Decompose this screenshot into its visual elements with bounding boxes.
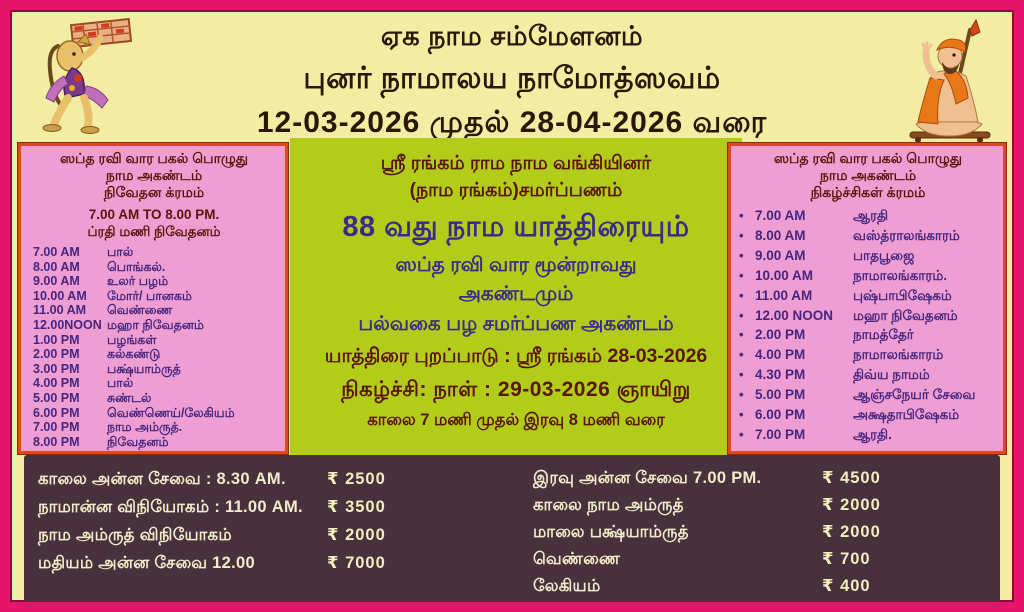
schedule-row	[29, 303, 279, 318]
price-column-right	[507, 465, 992, 596]
price-row	[533, 546, 992, 573]
schedule-time: 7.00 PM	[755, 426, 806, 442]
schedule-item: சுண்டல்	[107, 390, 152, 405]
schedule-item: திவ்ய நாமம்	[853, 367, 930, 383]
schedule-row	[29, 333, 279, 348]
price-row	[38, 493, 497, 521]
schedule-row	[739, 385, 997, 405]
bullet-icon: •	[739, 387, 744, 403]
schedule-item: நாமாலங்காரம்	[853, 347, 944, 363]
schedule-row	[739, 266, 997, 286]
seva-price: ₹ 2000	[822, 523, 881, 541]
schedule-time: 4.00 PM	[33, 376, 80, 391]
price-column-left	[38, 465, 507, 596]
schedule-time: 8.00 PM	[33, 434, 80, 449]
center-line-1: ஸ்ரீ ரங்கம் ராம நாம வங்கியினர்	[380, 153, 652, 174]
right-panel-heading-2: நாம அகண்டம்	[819, 167, 917, 183]
seva-price: ₹ 2000	[327, 526, 386, 544]
schedule-time: 4.00 PM	[755, 347, 806, 363]
schedule-row	[29, 245, 279, 260]
seva-label: மதியம் அன்ன சேவை 12.00	[38, 554, 255, 572]
price-row	[533, 519, 992, 546]
schedule-row	[29, 406, 279, 421]
schedule-row	[739, 425, 997, 445]
seva-label: வெண்ணை	[533, 550, 621, 568]
seva-label: காலை நாம அம்ருத்	[533, 496, 684, 514]
schedule-row	[739, 325, 997, 345]
schedule-time: 9.00 AM	[755, 247, 806, 263]
schedule-time: 8.00 AM	[33, 259, 80, 274]
poster-header	[150, 18, 874, 146]
schedule-item: நாமத்தேர்	[853, 327, 914, 343]
seva-price: ₹ 7000	[327, 554, 386, 572]
center-line-2: (நாம ரங்கம்)சமர்ப்பணம்	[409, 180, 623, 201]
schedule-item: ஆரதி.	[853, 426, 892, 442]
schedule-row	[739, 206, 997, 226]
schedule-time: 7.00 AM	[33, 245, 80, 259]
schedule-item: நிவேதனம்	[107, 434, 169, 449]
bullet-icon: •	[739, 307, 744, 323]
seva-price: ₹ 700	[822, 550, 871, 568]
schedule-item: மஹா நிவேதனம்	[853, 307, 958, 323]
schedule-time: 9.00 AM	[33, 274, 80, 289]
schedule-item: பால்	[107, 376, 134, 391]
schedule-row	[29, 376, 279, 391]
schedule-time: 5.00 PM	[33, 390, 80, 405]
price-row	[533, 465, 992, 492]
schedule-row	[29, 274, 279, 289]
schedule-item: பொங்கல்.	[107, 259, 166, 274]
schedule-item: பாதபூஜை	[853, 247, 915, 263]
bullet-icon: •	[739, 367, 744, 383]
bullet-icon: •	[739, 287, 744, 303]
center-line-6: பல்வகை பழ சமர்ப்பண அகண்டம்	[358, 313, 674, 335]
bullet-icon: •	[739, 227, 744, 243]
seva-price: ₹ 2500	[327, 470, 386, 488]
seva-price: ₹ 400	[822, 577, 871, 595]
price-row	[533, 492, 992, 519]
seva-price: ₹ 4500	[822, 469, 881, 487]
price-row	[38, 465, 497, 493]
seva-label: நாமான்ன விநியோகம் : 11.00 AM.	[38, 498, 303, 516]
seva-label: காலை அன்ன சேவை : 8.30 AM.	[38, 470, 286, 488]
left-panel-heading-1: ஸப்த ரவி வார பகல் பொழுது	[60, 150, 248, 166]
schedule-item: அக்ஷதாபிஷேகம்	[853, 407, 960, 423]
left-panel-heading-2: நாம அகண்டம்	[105, 167, 203, 183]
schedule-row	[29, 391, 279, 406]
right-panel-heading-3: நிகழ்ச்சிகள் க்ரமம்	[810, 184, 926, 200]
center-yatra-title: 88 வது நாம யாத்திரையும்	[342, 211, 690, 243]
schedule-item: பழங்கள்	[107, 332, 157, 347]
schedule-row	[29, 260, 279, 275]
price-row	[533, 573, 992, 600]
schedule-item: புஷ்பாபிஷேகம்	[853, 287, 952, 303]
schedule-time: 8.00 AM	[755, 227, 806, 243]
title-line-2: புனர் நாமாலய நாமோத்ஸவம்	[303, 61, 721, 95]
left-panel-time-range: 7.00 AM TO 8.00 PM.	[88, 207, 220, 222]
bullet-icon: •	[739, 347, 744, 363]
schedule-time: 6.00 PM	[33, 405, 80, 420]
schedule-row	[739, 306, 997, 326]
schedule-time: 10.00 AM	[755, 267, 814, 283]
bullet-icon: •	[739, 407, 744, 423]
right-panel-heading-1: ஸப்த ரவி வார பகல் பொழுது	[774, 150, 962, 166]
seva-label: லேகியம்	[533, 577, 601, 595]
schedule-item: ஆரதி	[853, 208, 889, 223]
seva-label: இரவு அன்ன சேவை 7.00 PM.	[533, 469, 762, 487]
schedule-time: 2.00 PM	[33, 347, 80, 362]
schedule-time: 7.00 PM	[33, 420, 80, 435]
price-row	[38, 549, 497, 577]
schedule-time: 7.00 AM	[755, 208, 806, 223]
schedule-item: மோர்/ பானகம்	[107, 288, 192, 303]
schedule-row	[739, 246, 997, 266]
title-dates: 12-03-2026 முதல் 28-04-2026 வரை	[256, 105, 768, 139]
schedule-row	[739, 405, 997, 425]
schedule-time: 10.00 AM	[33, 288, 87, 303]
bullet-icon: •	[739, 208, 744, 223]
schedule-time: 11.00 AM	[755, 287, 813, 303]
schedule-time: 1.00 PM	[33, 332, 80, 347]
schedule-item: வஸ்த்ராலங்காரம்	[853, 227, 960, 243]
schedule-row	[29, 420, 279, 435]
schedule-item: வெண்ணை	[107, 303, 173, 318]
schedule-item: வெண்ணெய்/லேகியம்	[107, 405, 235, 420]
schedule-row	[739, 226, 997, 246]
schedule-item: உலர் பழம்	[107, 274, 169, 289]
center-line-4: ஸப்த ரவி வார மூன்றாவது	[395, 254, 637, 276]
schedule-time: 5.00 PM	[755, 387, 806, 403]
schedule-row	[739, 345, 997, 365]
schedule-time: 6.00 PM	[755, 407, 806, 423]
schedule-item: பக்ஷ்யாம்ருத்	[107, 361, 181, 376]
seva-label: மாலை பக்ஷ்யாம்ருத்	[533, 523, 689, 541]
seva-price-board	[24, 455, 1000, 602]
schedule-row	[29, 289, 279, 304]
left-schedule-list	[29, 245, 279, 449]
schedule-time: 3.00 PM	[33, 361, 80, 376]
center-event-time-line: காலை 7 மணி முதல் இரவு 8 மணி வரை	[367, 411, 665, 429]
center-event-date-line: நிகழ்ச்சி: நாள் : 29-03-2026 ஞாயிறு	[341, 378, 691, 401]
saint-icon	[892, 16, 1004, 155]
left-panel-heading-3: நிவேதன க்ரமம்	[103, 184, 205, 200]
price-row	[38, 521, 497, 549]
schedule-time: 11.00 AM	[33, 303, 87, 318]
schedule-item: மஹா நிவேதனம்	[107, 317, 204, 332]
schedule-row	[29, 362, 279, 377]
bullet-icon: •	[739, 426, 744, 442]
schedule-time: 12.00NOON	[33, 317, 102, 332]
schedule-time: 12.00 NOON	[755, 307, 834, 323]
schedule-item: கல்கண்டு	[107, 347, 161, 362]
schedule-row	[739, 286, 997, 306]
schedule-time: 2.00 PM	[755, 327, 806, 343]
schedule-row	[29, 435, 279, 450]
left-schedule-panel	[18, 143, 288, 454]
schedule-item: பால்	[107, 245, 134, 259]
seva-price: ₹ 3500	[327, 498, 386, 516]
schedule-item: நாமாலங்காரம்.	[853, 267, 947, 283]
seva-price: ₹ 2000	[822, 496, 881, 514]
schedule-row	[29, 347, 279, 362]
bullet-icon: •	[739, 267, 744, 283]
schedule-row	[739, 365, 997, 385]
left-panel-subtitle: ப்ரதி மணி நிவேதனம்	[87, 224, 221, 239]
right-schedule-panel	[728, 143, 1006, 454]
center-announcement-panel	[290, 138, 742, 465]
seva-label: நாம அம்ருத் விநியோகம்	[38, 526, 232, 544]
center-line-5: அகண்டமும்	[458, 283, 574, 305]
bullet-icon: •	[739, 247, 744, 263]
schedule-time: 4.30 PM	[755, 367, 806, 383]
hanuman-icon	[28, 16, 140, 147]
schedule-item: நாம அம்ருத்.	[107, 420, 183, 435]
right-schedule-list	[739, 206, 997, 445]
schedule-row	[29, 318, 279, 333]
schedule-item: ஆஞ்சநேயர் சேவை	[853, 387, 976, 403]
center-departure-line: யாத்திரை புறப்பாடு : ஸ்ரீ ரங்கம் 28-03-2026	[324, 345, 708, 367]
title-line-1: ஏக நாம சம்மேளனம்	[380, 20, 644, 51]
bullet-icon: •	[739, 327, 744, 343]
